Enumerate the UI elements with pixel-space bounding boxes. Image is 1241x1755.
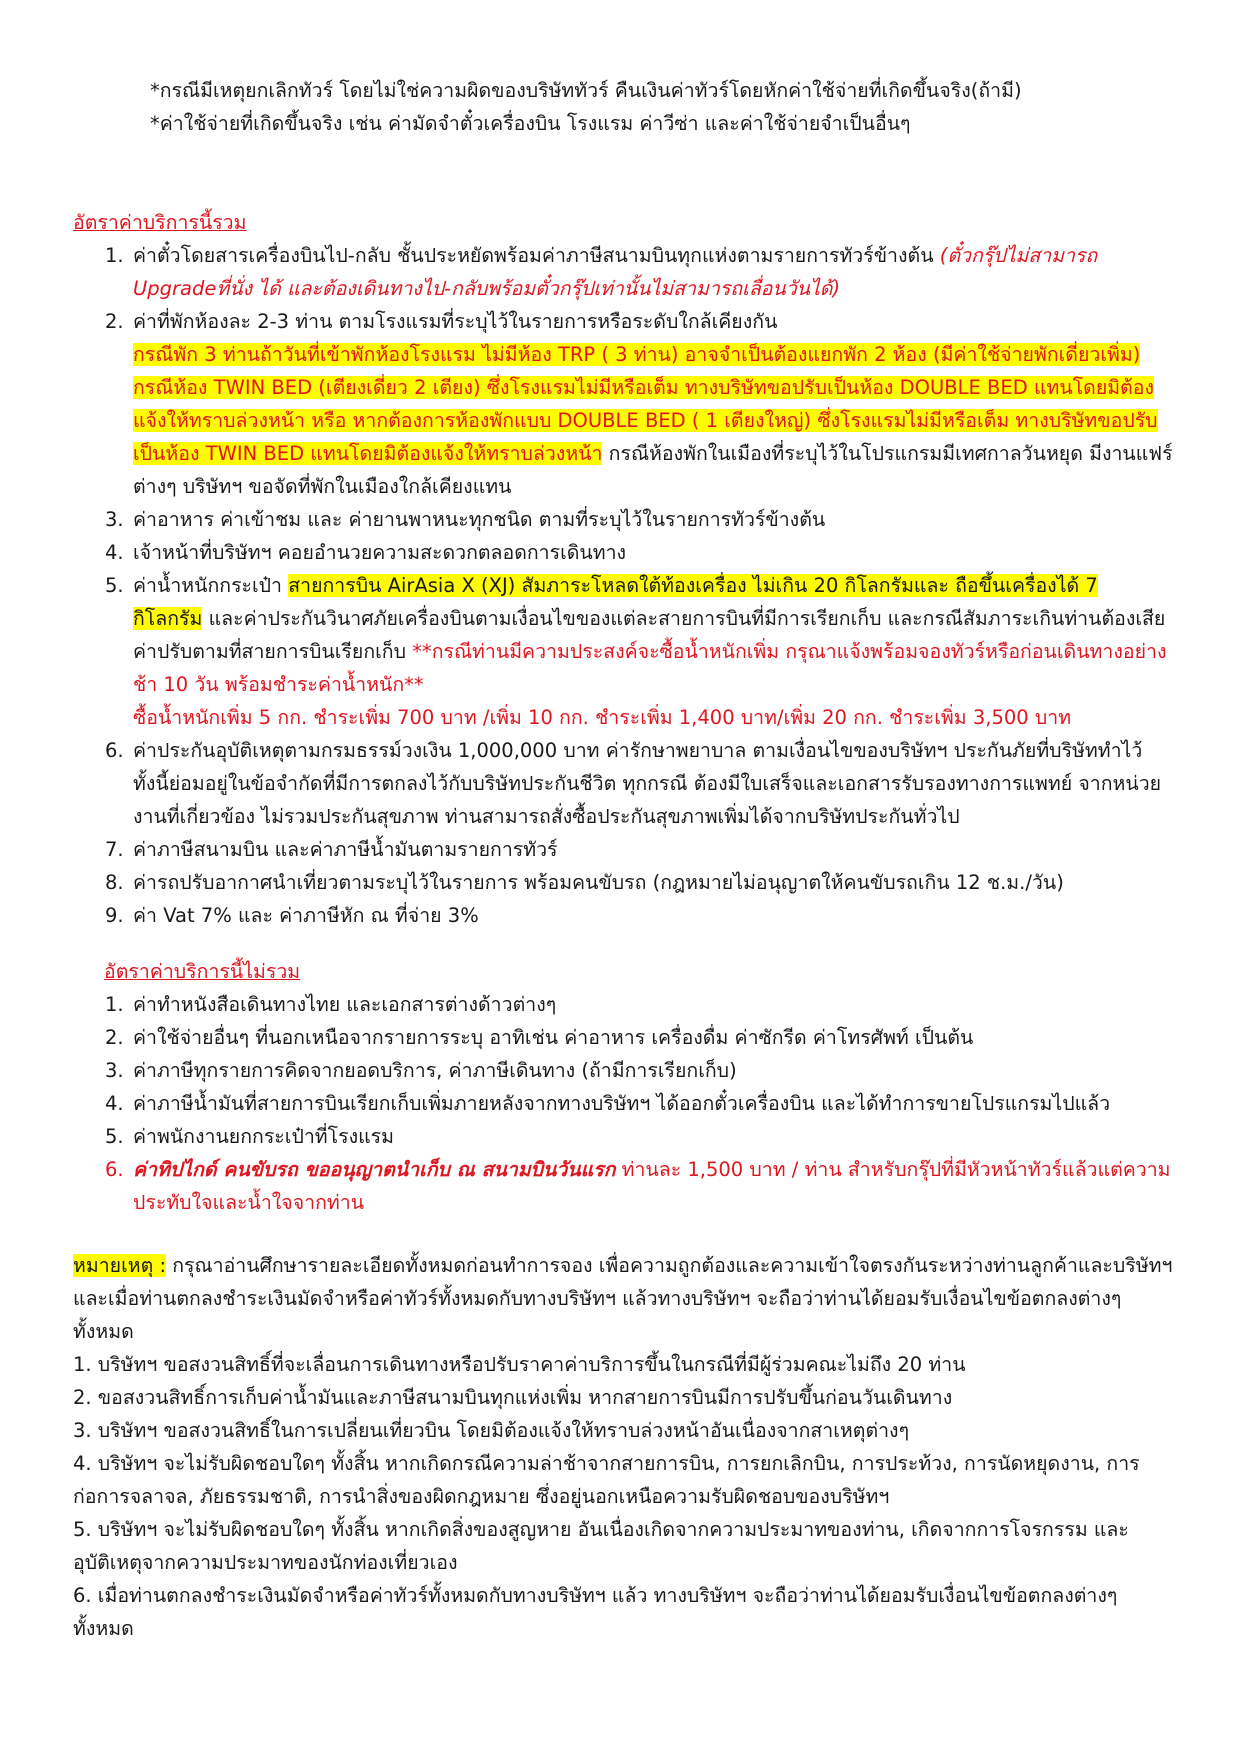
included-item-2: 2. ค่าที่พักห้องละ 2-3 ท่าน ตามโรงแรมที่ระบุไว้ในรายการหรือระดับใกล้เคียงกัน กรณีพัก 3 ท่านถ้าวันที่เข้าพักห้องโรงแรม ไม่มีห้อง TRP ( 3 ท่าน) อาจจำเป็นต้องแยกพัก 2 ห้อง (มีค่าใช้จ่ายพักเดี่ยวเพิ่ม) กรณีห้อง TWIN BED (เตียงเดี่ยว 2 เตียง) ซึ่งโรงแรมไม่มีหรือเต็ม ทางบริษัทขอปรับเป็นห้อง DOUBLE BED แทนโดยมิต้องแจ้งให้ทราบล่วงหน้า หรือ หากต้องการห้องพักแบบ DOUBLE BED ( 1 เตียงใหญ่) ซึ่งโรงแรมไม่มีหรือเต็ม ทางบริษัทขอปรับเป็นห้อง TWIN BED แทนโดยมิต้องแจ้งให้ทราบล่วงหน้า กรณีห้องพักในเมืองที่ระบุไว้ในโปรแกรมมีเทศกาลวันหยุด มีงานแฟร์ต่างๆ บริษัทฯ ขอจัดที่พักในเมืองใกล้เคียงแทน	[105, 310, 1173, 498]
top-note-cancel: *กรณีมีเหตุยกเลิกทัวร์ โดยไม่ใช่ความผิดของบริษัททัวร์ คืนเงินค่าทัวร์โดยหักค่าใช้จ่ายที่เกิดขึ้นจริง(ถ้ามี)	[150, 79, 1022, 102]
remark-item-2: 2. ขอสงวนสิทธิ์การเก็บค่าน้ำมันและภาษีสนามบินทุกแห่งเพิ่ม หากสายการบินมีการปรับขึ้นก่อนวันเดินทาง	[73, 1386, 953, 1409]
remark-intro: หมายเหตุ : กรุณาอ่านศึกษารายละเอียดทั้งหมดก่อนทำการจอง เพื่อความถูกต้องและความเข้าใจตรงกันระหว่างท่านลูกค้าและบริษัทฯ และเมื่อท่านตกลงชำระเงินมัดจำหรือค่าทัวร์ทั้งหมดกับทางบริษัทฯ แล้วทางบริษัทฯ จะถือว่าท่านได้ยอมรับเงื่อนไขข้อตกลงต่างๆ ทั้งหมด	[73, 1254, 1173, 1343]
included-item-4: 4. เจ้าหน้าที่บริษัทฯ คอยอำนวยความสะดวกตลอดการเดินทาง	[105, 541, 627, 564]
top-note-expenses: *ค่าใช้จ่ายที่เกิดขึ้นจริง เช่น ค่ามัดจำตั๋วเครื่องบิน โรงแรม ค่าวีซ่า และค่าใช้จ่ายจำเป็นอื่นๆ	[150, 112, 911, 135]
excluded-item-6: 6. ค่าทิปไกด์ คนขับรถ ขออนุญาตนำเก็บ ณ สนามบินวันแรก ท่านละ 1,500 บาท / ท่าน สำหรับกรุ๊ปที่มีหัวหน้าทัวร์แล้วแต่ความประทับใจและน้ำใจจากท่าน	[105, 1158, 1171, 1214]
included-item-1: 1. ค่าตั๋วโดยสารเครื่องบินไป-กลับ ชั้นประหยัดพร้อมค่าภาษีสนามบินทุกแห่งตามรายการทัวร์ข้างต้น (ตั๋วกรุ๊ปไม่สามารถ Upgradeที่นั่ง ได้ และต้องเดินทางไป-กลับพร้อมตั๋วกรุ๊ปเท่านั้นไม่สามารถเลื่อนวันได้)	[105, 244, 1098, 300]
extra-baggage-price: ซื้อน้ำหนักเพิ่ม 5 กก. ชำระเพิ่ม 700 บาท /เพิ่ม 10 กก. ชำระเพิ่ม 1,400 บาท/เพิ่ม 20 กก. ชำระเพิ่ม 3,500 บาท	[133, 706, 1072, 729]
included-list	[105, 239, 1173, 932]
remark-item-1: 1. บริษัทฯ ขอสงวนสิทธิ์ที่จะเลื่อนการเดินทางหรือปรับราคาค่าบริการขึ้นในกรณีที่มีผู้ร่วมคณะไม่ถึง 20 ท่าน	[73, 1353, 966, 1376]
included-item-8: 8. ค่ารถปรับอากาศนำเที่ยวตามระบุไว้ในรายการ พร้อมคนขับรถ (กฎหมายไม่อนุญาตให้คนขับรถเกิน 12 ช.ม./วัน)	[105, 871, 1064, 894]
remark-item-4: 4. บริษัทฯ จะไม่รับผิดชอบใดๆ ทั้งสิ้น หากเกิดกรณีความล่าช้าจากสายการบิน, การยกเลิกบิน, การประท้วง, การนัดหยุดงาน, การก่อการจลาจล, ภัยธรรมชาติ, การนำสิ่งของผิดกฎหมาย ซึ่งอยู่นอกเหนือความรับผิดชอบของบริษัทฯ	[73, 1452, 1140, 1508]
excluded-item-1: 1. ค่าทำหนังสือเดินทางไทย และเอกสารต่างด้าวต่างๆ	[105, 993, 557, 1016]
excluded-item-5: 5. ค่าพนักงานยกกระเป๋าที่โรงแรม	[105, 1125, 394, 1148]
excluded-item-3: 3. ค่าภาษีทุกรายการคิดจากยอดบริการ, ค่าภาษีเดินทาง (ถ้ามีการเรียกเก็บ)	[105, 1059, 737, 1082]
tip-policy: ค่าทิปไกด์ คนขับรถ ขออนุญาตนำเก็บ ณ สนามบินวันแรก	[133, 1158, 616, 1181]
remark-item-6: 6. เมื่อท่านตกลงชำระเงินมัดจำหรือค่าทัวร์ทั้งหมดกับทางบริษัทฯ แล้ว ทางบริษัทฯ จะถือว่าท่านได้ยอมรับเงื่อนไขข้อตกลงต่างๆ ทั้งหมด	[73, 1584, 1118, 1640]
included-item-3: 3. ค่าอาหาร ค่าเข้าชม และ ค่ายานพาหนะทุกชนิด ตามที่ระบุไว้ในรายการทัวร์ข้างต้น	[105, 508, 826, 531]
excluded-list	[105, 988, 1173, 1219]
remark-section	[73, 1249, 1173, 1645]
included-item-9: 9. ค่า Vat 7% และ ค่าภาษีหัก ณ ที่จ่าย 3%	[105, 904, 479, 927]
included-item-7: 7. ค่าภาษีสนามบิน และค่าภาษีน้ำมันตามรายการทัวร์	[105, 838, 558, 861]
baggage-allowance-highlight: สายการบิน AirAsia X (XJ) สัมภาระโหลดใต้ท้องเครื่อง ไม่เกิน 20 กิโลกรัมและ ถือขึ้นเครื่องได้ 7 กิโลกรัม	[133, 574, 1098, 630]
room-policy-highlight: กรณีพัก 3 ท่านถ้าวันที่เข้าพักห้องโรงแรม ไม่มีห้อง TRP ( 3 ท่าน) อาจจำเป็นต้องแยกพัก 2 ห้อง (มีค่าใช้จ่ายพักเดี่ยวเพิ่ม) กรณีห้อง TWIN BED (เตียงเดี่ยว 2 เตียง) ซึ่งโรงแรมไม่มีหรือเต็ม ทางบริษัทขอปรับเป็นห้อง DOUBLE BED แทนโดยมิต้องแจ้งให้ทราบล่วงหน้า หรือ หากต้องการห้องพักแบบ DOUBLE BED ( 1 เตียงใหญ่) ซึ่งโรงแรมไม่มีหรือเต็ม ทางบริษัทขอปรับเป็นห้อง TWIN BED แทนโดยมิต้องแจ้งให้ทราบล่วงหน้า	[133, 343, 1158, 465]
remark-item-3: 3. บริษัทฯ ขอสงวนสิทธิ์ในการเปลี่ยนเที่ยวบิน โดยมิต้องแจ้งให้ทราบล่วงหน้าอันเนื่องจากสาเหตุต่างๆ	[73, 1419, 910, 1442]
remark-label: หมายเหตุ :	[73, 1254, 167, 1277]
remark-item-5: 5. บริษัทฯ จะไม่รับผิดชอบใดๆ ทั้งสิ้น หากเกิดสิ่งของสูญหาย อันเนื่องเกิดจากความประมาทของท่าน, เกิดจากการโจรกรรม และอุบัติเหตุจากความประมาทของนักท่องเที่ยวเอง	[73, 1518, 1129, 1574]
included-heading: อัตราค่าบริการนี้รวม	[73, 211, 247, 234]
excluded-item-4: 4. ค่าภาษีน้ำมันที่สายการบินเรียกเก็บเพิ่มภายหลังจากทางบริษัทฯ ได้ออกตั๋วเครื่องบิน และได้ทำการขายโปรแกรมไปแล้ว	[105, 1092, 1111, 1115]
excluded-heading: อัตราค่าบริการนี้ไม่รวม	[104, 960, 301, 983]
included-item-5: 5. ค่าน้ำหนักกระเป๋า สายการบิน AirAsia X (XJ) สัมภาระโหลดใต้ท้องเครื่อง ไม่เกิน 20 กิโลกรัมและ ถือขึ้นเครื่องได้ 7 กิโลกรัม และค่าประกันวินาศภัยเครื่องบินตามเงื่อนไขของแต่ละสายการบินที่มีการเรียกเก็บ และกรณีสัมภาระเกินท่านต้องเสียค่าปรับตามที่สายการบินเรียกเก็บ **กรณีท่านมีความประสงค์จะซื้อน้ำหนักเพิ่ม กรุณาแจ้งพร้อมจองทัวร์หรือก่อนเดินทางอย่างช้า 10 วัน พร้อมชำระค่าน้ำหนัก** ซื้อน้ำหนักเพิ่ม 5 กก. ชำระเพิ่ม 700 บาท /เพิ่ม 10 กก. ชำระเพิ่ม 1,400 บาท/เพิ่ม 20 กก. ชำระเพิ่ม 3,500 บาท	[105, 574, 1167, 729]
excluded-item-2: 2. ค่าใช้จ่ายอื่นๆ ที่นอกเหนือจากรายการระบุ อาทิเช่น ค่าอาหาร เครื่องดื่ม ค่าซักรีด ค่าโทรศัพท์ เป็นต้น	[105, 1026, 974, 1049]
included-item-6: 6. ค่าประกันอุบัติเหตุตามกรมธรรม์วงเงิน 1,000,000 บาท ค่ารักษาพยาบาล ตามเงื่อนไขของบริษัทฯ ประกันภัยที่บริษัททำไว้ ทั้งนี้ย่อมอยู่ในข้อจำกัดที่มีการตกลงไว้กับบริษัทประกันชีวิต ทุกกรณี ต้องมีใบเสร็จและเอกสารรับรองทางการแพทย์ จากหน่วยงานที่เกี่ยวข้อง ไม่รวมประกันสุขภาพ ท่านสามารถสั่งซื้อประกันสุขภาพเพิ่มได้จากบริษัทประกันทั่วไป	[105, 739, 1162, 828]
